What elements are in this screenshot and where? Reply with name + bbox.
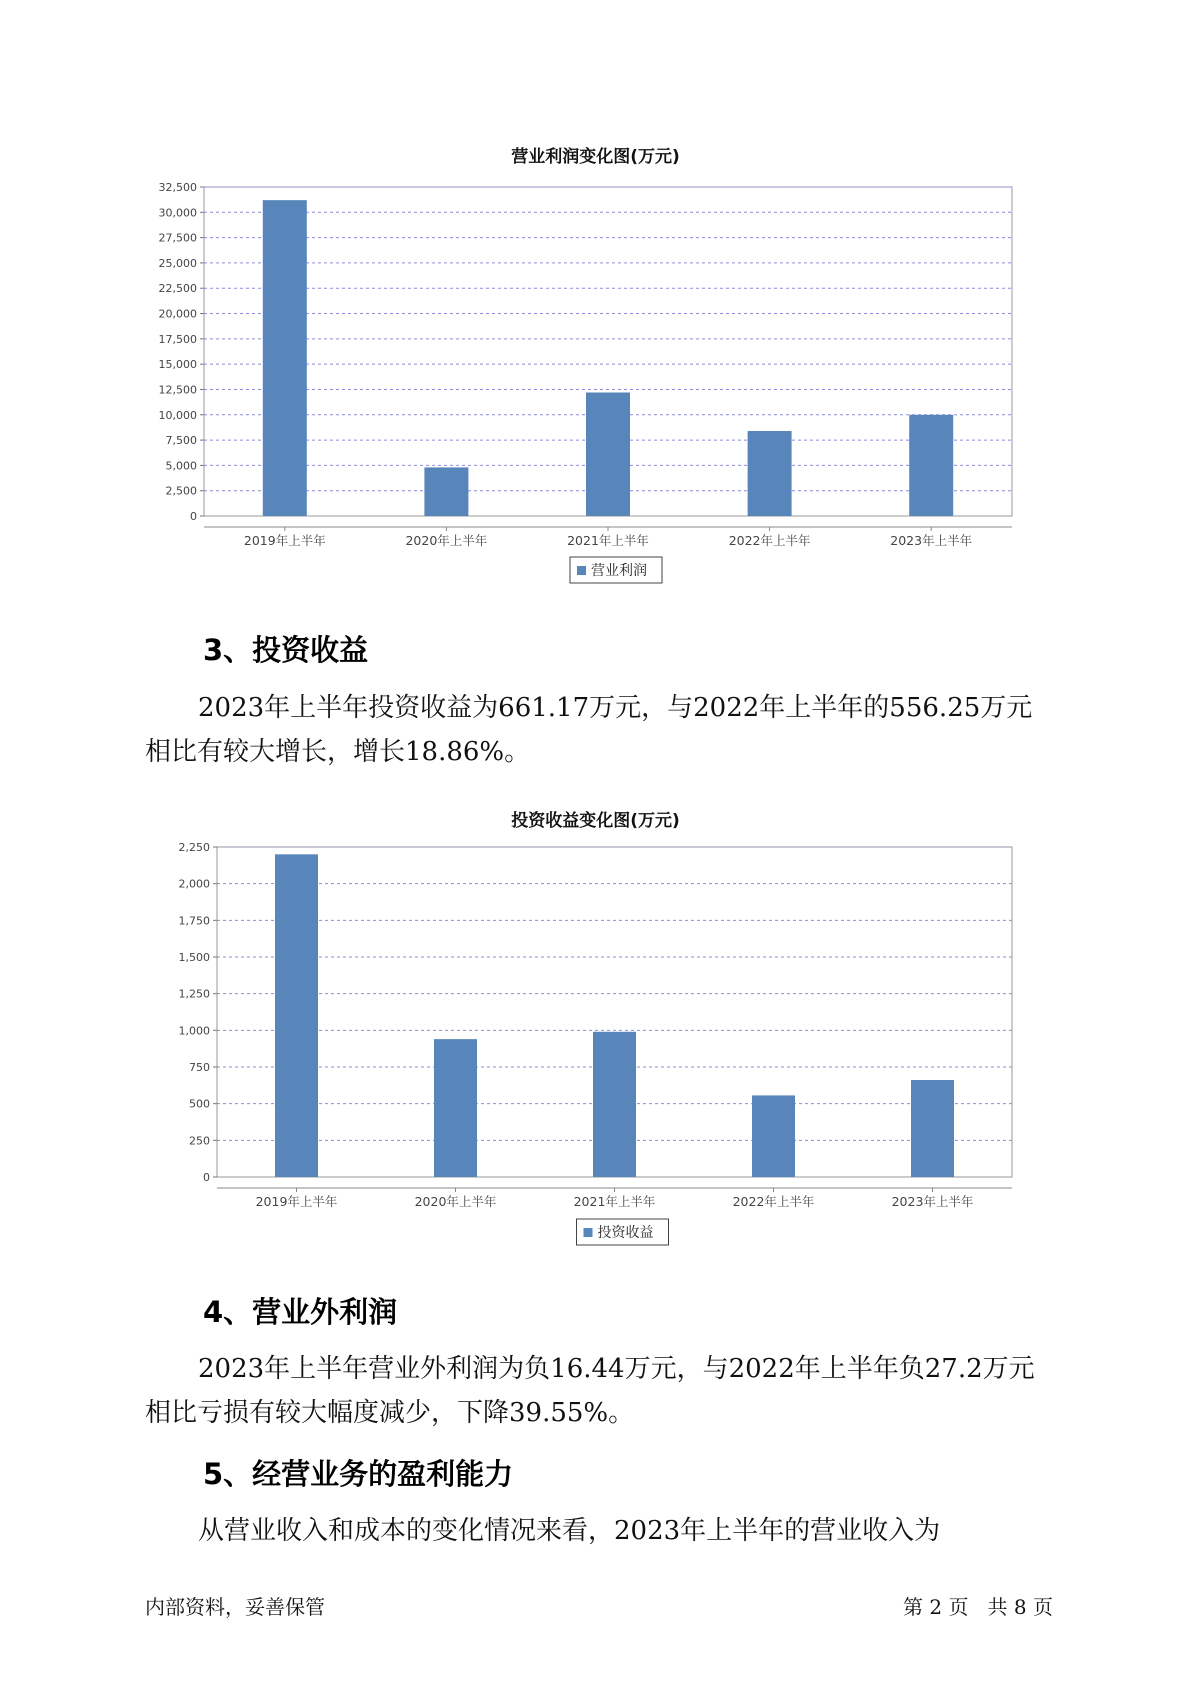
y-tick-label: 10,000 bbox=[158, 408, 197, 422]
y-tick-label: 1,000 bbox=[178, 1024, 210, 1038]
y-tick-label: 250 bbox=[189, 1134, 210, 1148]
y-tick-label: 27,500 bbox=[158, 231, 197, 245]
y-tick-label: 2,500 bbox=[165, 484, 197, 498]
section-3-line-2: 相比有较大增长，增长18.86%。 bbox=[145, 737, 531, 767]
x-tick-label: 2019年上半年 bbox=[243, 533, 326, 548]
section-4-line-1: 2023年上半年营业外利润为负16.44万元，与2022年上半年负27.2万元 bbox=[198, 1354, 1035, 1384]
x-tick-label: 2020年上半年 bbox=[414, 1194, 497, 1209]
y-tick-label: 22,500 bbox=[158, 282, 197, 296]
chart2-title: 投资收益变化图(万元) bbox=[511, 811, 680, 831]
y-tick-label: 0 bbox=[203, 1171, 210, 1184]
footer-page-number: 第 2 页 共 8 页 bbox=[903, 1595, 1053, 1619]
section-3-heading: 3、投资收益 bbox=[203, 633, 369, 667]
y-tick-label: 32,500 bbox=[158, 181, 197, 194]
y-tick-label: 1,750 bbox=[178, 914, 210, 928]
x-tick-label: 2022年上半年 bbox=[732, 1194, 815, 1209]
y-tick-label: 1,250 bbox=[178, 987, 210, 1001]
legend-label: 营业利润 bbox=[591, 563, 647, 579]
y-tick-label: 0 bbox=[190, 510, 197, 523]
x-tick-label: 2021年上半年 bbox=[567, 533, 649, 548]
y-tick-label: 2,000 bbox=[178, 877, 210, 891]
y-tick-label: 2,250 bbox=[178, 841, 210, 854]
bar-2023年上半年 bbox=[911, 1080, 954, 1177]
section-4-heading: 4、营业外利润 bbox=[203, 1295, 398, 1329]
section-5-line-1: 从营业收入和成本的变化情况来看，2023年上半年的营业收入为 bbox=[198, 1516, 941, 1546]
x-tick-label: 2023年上半年 bbox=[890, 533, 973, 548]
chart1-title: 营业利润变化图(万元) bbox=[511, 147, 680, 167]
legend-swatch bbox=[584, 1228, 593, 1237]
y-tick-label: 1,500 bbox=[178, 951, 210, 964]
y-tick-label: 30,000 bbox=[158, 206, 197, 220]
x-tick-label: 2021年上半年 bbox=[573, 1194, 656, 1209]
bar-2020年上半年 bbox=[434, 1039, 477, 1177]
bar-2021年上半年 bbox=[593, 1032, 636, 1177]
y-tick-label: 20,000 bbox=[158, 307, 197, 321]
x-tick-label: 2022年上半年 bbox=[728, 533, 811, 548]
y-tick-label: 17,500 bbox=[158, 332, 197, 346]
bar-2022年上半年 bbox=[752, 1095, 795, 1177]
bar-2019年上半年 bbox=[275, 854, 318, 1177]
y-tick-label: 25,000 bbox=[158, 256, 197, 270]
y-tick-label: 15,000 bbox=[158, 358, 197, 372]
section-4-line-2: 相比亏损有较大幅度减少，下降39.55%。 bbox=[145, 1398, 635, 1428]
y-tick-label: 12,500 bbox=[158, 383, 197, 397]
legend-label: 投资收益 bbox=[597, 1225, 654, 1241]
x-tick-label: 2019年上半年 bbox=[255, 1194, 338, 1209]
y-tick-label: 500 bbox=[189, 1097, 210, 1111]
x-tick-label: 2023年上半年 bbox=[891, 1194, 974, 1209]
y-tick-label: 7,500 bbox=[165, 434, 197, 448]
section-4-paragraph bbox=[145, 1347, 1065, 1435]
section-5-paragraph bbox=[145, 1509, 1065, 1553]
footer-confidential: 内部资料，妥善保管 bbox=[145, 1595, 325, 1619]
section-5-heading: 5、经营业务的盈利能力 bbox=[203, 1457, 514, 1491]
x-tick-label: 2020年上半年 bbox=[405, 533, 488, 548]
y-tick-label: 750 bbox=[189, 1061, 210, 1074]
y-tick-label: 5,000 bbox=[165, 459, 197, 473]
section-3-line-1: 2023年上半年投资收益为661.17万元，与2022年上半年的556.25万元 bbox=[198, 693, 1033, 723]
